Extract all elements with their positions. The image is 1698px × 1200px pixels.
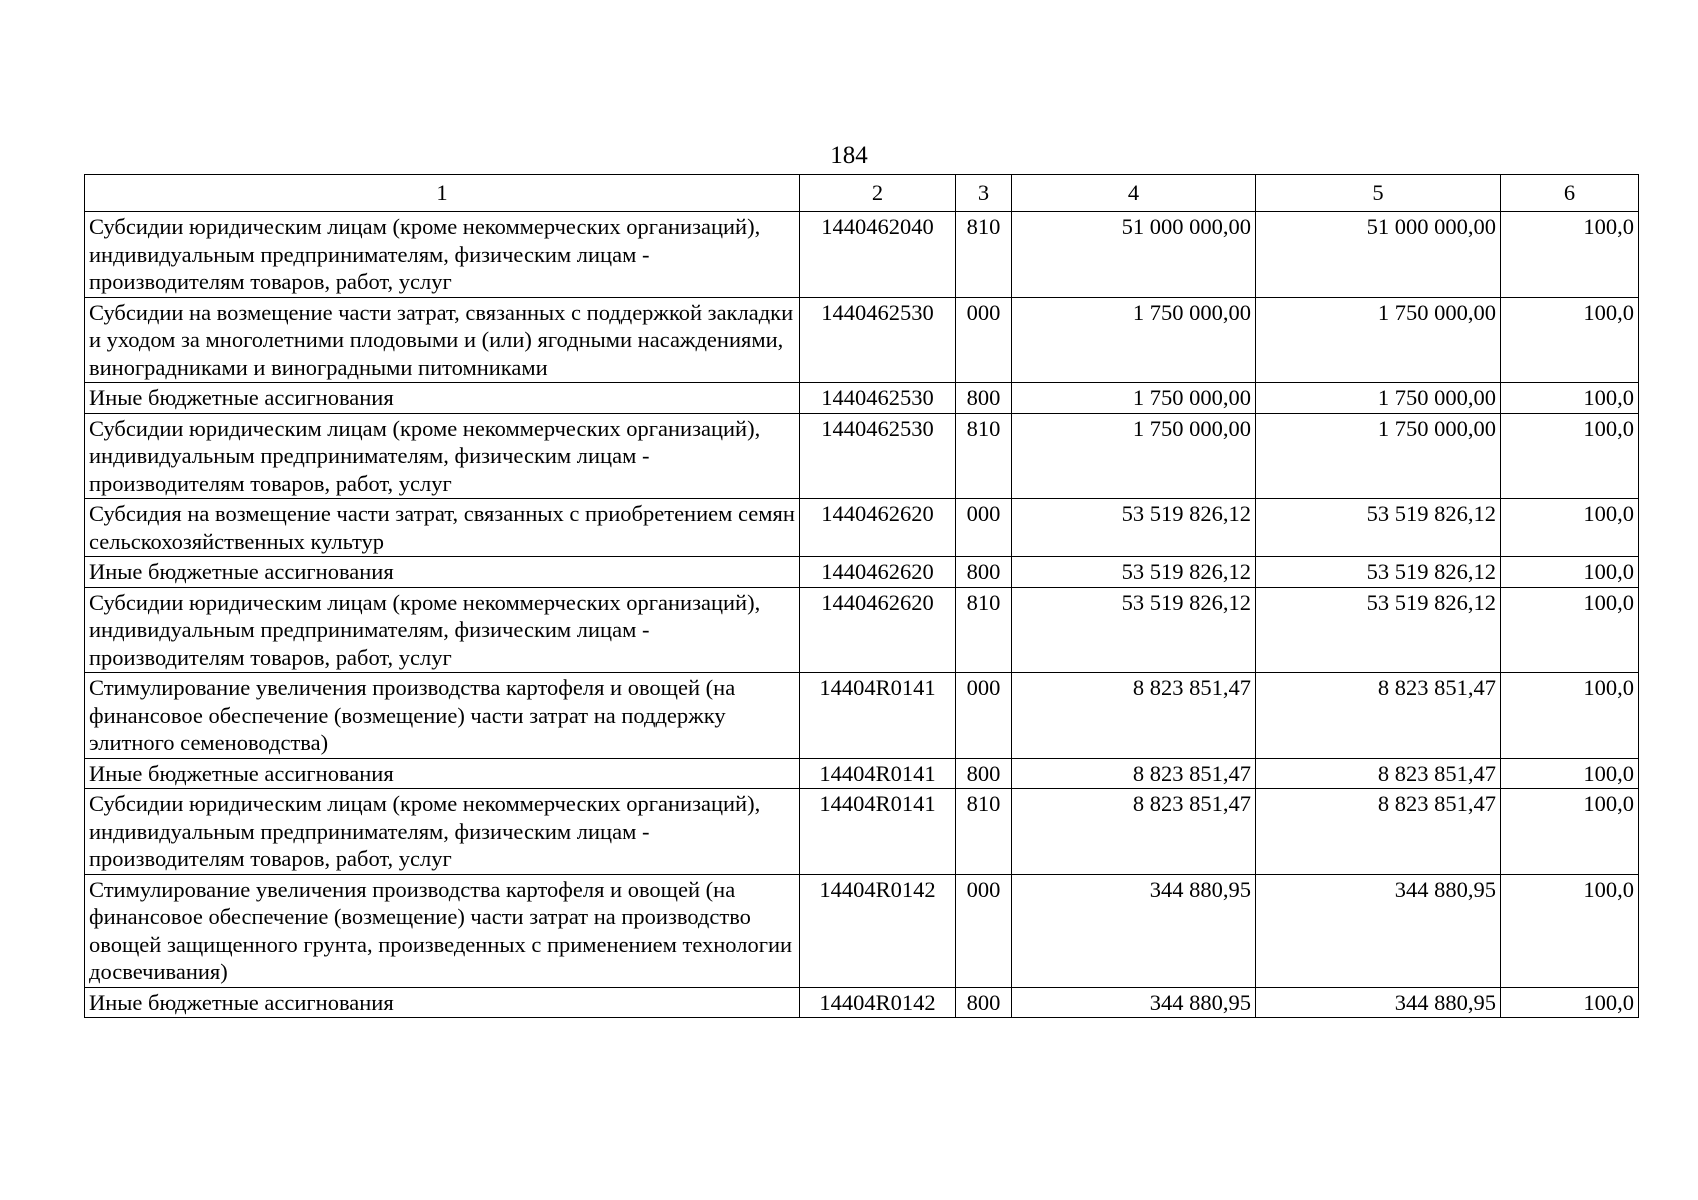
row-code-cell: 14404R0141 [800,758,956,789]
row-actual-cell: 1 750 000,00 [1256,297,1501,383]
table-row [85,413,1639,499]
row-actual-cell: 1 750 000,00 [1256,413,1501,499]
row-percent-cell: 100,0 [1501,789,1639,875]
row-actual-cell: 1 750 000,00 [1256,383,1501,414]
row-name-cell: Стимулирование увеличения производства картофеля и овощей (на финансовое обеспечение (возмещение) части затрат на производство овощей защищенного грунта, произведенных с применением технологии досвечивания) [85,874,800,987]
row-plan-cell: 344 880,95 [1012,874,1256,987]
row-actual-cell: 53 519 826,12 [1256,587,1501,673]
row-code-cell: 1440462620 [800,587,956,673]
row-code-cell: 1440462530 [800,413,956,499]
row-plan-cell: 344 880,95 [1012,987,1256,1018]
row-code-cell: 1440462530 [800,297,956,383]
row-kind-cell: 000 [956,499,1012,557]
row-plan-cell: 53 519 826,12 [1012,557,1256,588]
row-plan-cell: 53 519 826,12 [1012,499,1256,557]
table-row [85,874,1639,987]
row-kind-cell: 800 [956,383,1012,414]
column-header: 2 [800,175,956,212]
row-actual-cell: 8 823 851,47 [1256,789,1501,875]
row-code-cell: 1440462620 [800,499,956,557]
row-kind-cell: 800 [956,758,1012,789]
row-code-cell: 14404R0142 [800,987,956,1018]
page-number: 184 [830,142,868,169]
column-header: 5 [1256,175,1501,212]
row-percent-cell: 100,0 [1501,758,1639,789]
table-row [85,673,1639,759]
row-actual-cell: 53 519 826,12 [1256,557,1501,588]
row-kind-cell: 800 [956,987,1012,1018]
row-percent-cell: 100,0 [1501,874,1639,987]
row-actual-cell: 8 823 851,47 [1256,758,1501,789]
table-header-row [85,175,1639,212]
row-plan-cell: 8 823 851,47 [1012,789,1256,875]
row-name-cell: Субсидии на возмещение части затрат, связанных с поддержкой закладки и уходом за многолетними плодовыми и (или) ягодными насаждениями, виноградниками и виноградными питомниками [85,297,800,383]
row-actual-cell: 344 880,95 [1256,987,1501,1018]
row-code-cell: 14404R0142 [800,874,956,987]
table-row [85,557,1639,588]
table-row [85,789,1639,875]
table-row [85,987,1639,1018]
row-actual-cell: 51 000 000,00 [1256,212,1501,298]
row-plan-cell: 1 750 000,00 [1012,383,1256,414]
row-code-cell: 14404R0141 [800,673,956,759]
row-kind-cell: 810 [956,587,1012,673]
table-row [85,297,1639,383]
row-plan-cell: 8 823 851,47 [1012,758,1256,789]
row-percent-cell: 100,0 [1501,413,1639,499]
row-percent-cell: 100,0 [1501,212,1639,298]
row-kind-cell: 810 [956,789,1012,875]
row-code-cell: 1440462040 [800,212,956,298]
column-header: 6 [1501,175,1639,212]
table-row [85,499,1639,557]
row-code-cell: 1440462530 [800,383,956,414]
row-name-cell: Субсидии юридическим лицам (кроме некоммерческих организаций), индивидуальным предпринимателям, физическим лицам - производителям товаров, работ, услуг [85,789,800,875]
table-row [85,383,1639,414]
row-code-cell: 14404R0141 [800,789,956,875]
row-name-cell: Иные бюджетные ассигнования [85,758,800,789]
row-percent-cell: 100,0 [1501,383,1639,414]
budget-table [84,174,1639,1018]
row-name-cell: Субсидии юридическим лицам (кроме некоммерческих организаций), индивидуальным предпринимателям, физическим лицам - производителям товаров, работ, услуг [85,212,800,298]
row-name-cell: Иные бюджетные ассигнования [85,987,800,1018]
row-code-cell: 1440462620 [800,557,956,588]
row-kind-cell: 000 [956,874,1012,987]
row-actual-cell: 53 519 826,12 [1256,499,1501,557]
table-row [85,758,1639,789]
row-plan-cell: 53 519 826,12 [1012,587,1256,673]
row-kind-cell: 000 [956,673,1012,759]
row-kind-cell: 000 [956,297,1012,383]
row-percent-cell: 100,0 [1501,297,1639,383]
row-plan-cell: 8 823 851,47 [1012,673,1256,759]
column-header: 3 [956,175,1012,212]
table-body [85,212,1639,1018]
row-percent-cell: 100,0 [1501,987,1639,1018]
row-percent-cell: 100,0 [1501,499,1639,557]
table-row [85,212,1639,298]
row-name-cell: Субсидии юридическим лицам (кроме некоммерческих организаций), индивидуальным предпринимателям, физическим лицам - производителям товаров, работ, услуг [85,413,800,499]
row-name-cell: Иные бюджетные ассигнования [85,383,800,414]
row-plan-cell: 1 750 000,00 [1012,297,1256,383]
row-percent-cell: 100,0 [1501,587,1639,673]
row-name-cell: Иные бюджетные ассигнования [85,557,800,588]
row-kind-cell: 810 [956,413,1012,499]
row-actual-cell: 344 880,95 [1256,874,1501,987]
column-header: 4 [1012,175,1256,212]
row-name-cell: Субсидия на возмещение части затрат, связанных с приобретением семян сельскохозяйственных культур [85,499,800,557]
row-percent-cell: 100,0 [1501,557,1639,588]
row-name-cell: Стимулирование увеличения производства картофеля и овощей (на финансовое обеспечение (возмещение) части затрат на поддержку элитного семеноводства) [85,673,800,759]
row-percent-cell: 100,0 [1501,673,1639,759]
row-plan-cell: 1 750 000,00 [1012,413,1256,499]
row-name-cell: Субсидии юридическим лицам (кроме некоммерческих организаций), индивидуальным предпринимателям, физическим лицам - производителям товаров, работ, услуг [85,587,800,673]
row-kind-cell: 810 [956,212,1012,298]
row-kind-cell: 800 [956,557,1012,588]
table-row [85,587,1639,673]
row-plan-cell: 51 000 000,00 [1012,212,1256,298]
row-actual-cell: 8 823 851,47 [1256,673,1501,759]
column-header: 1 [85,175,800,212]
